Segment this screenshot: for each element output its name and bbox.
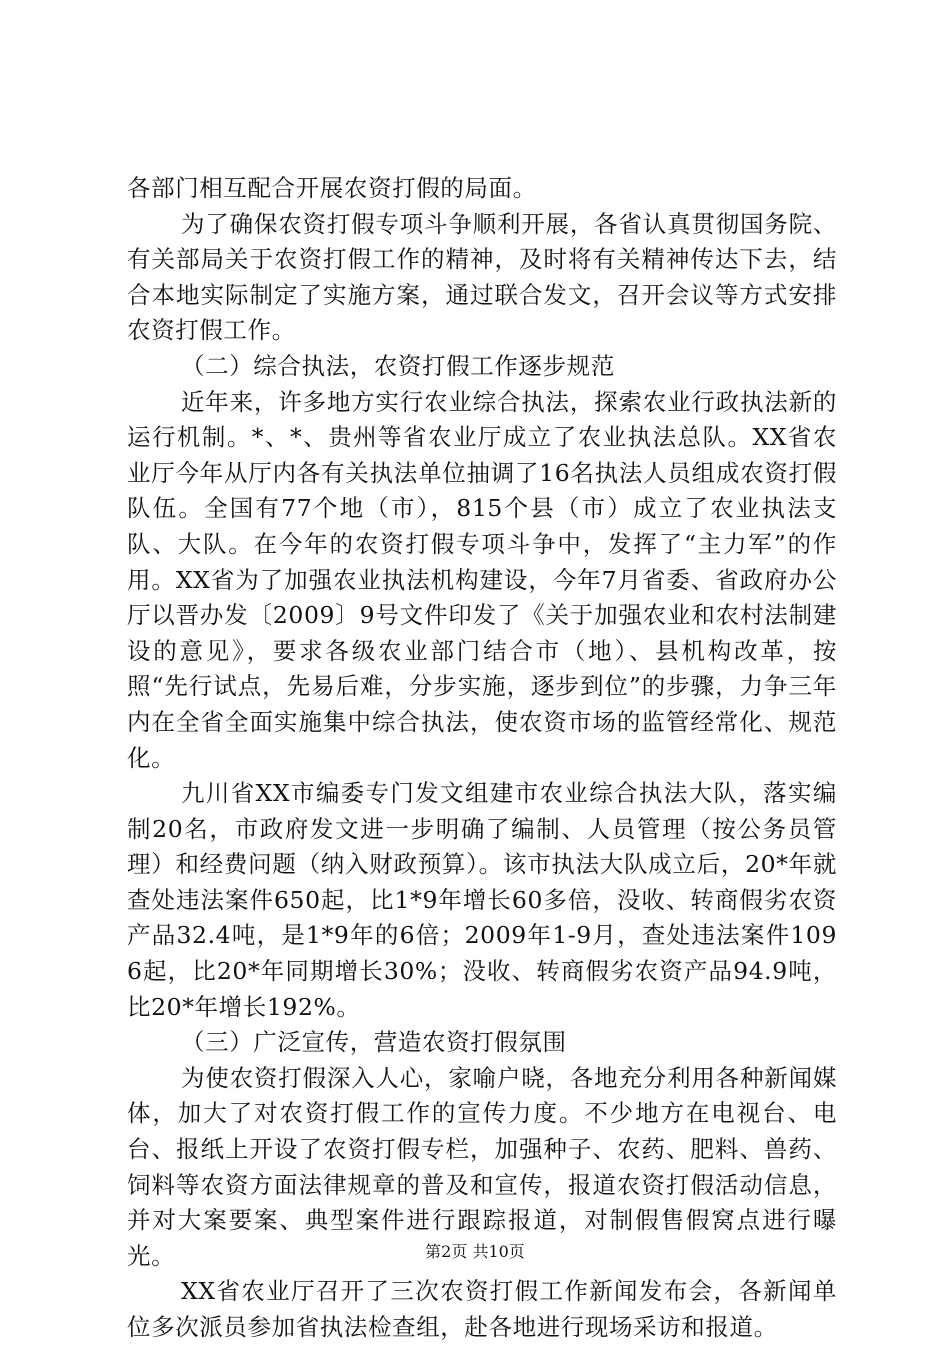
paragraph-implementation: 为了确保农资打假专项斗争顺利开展，各省认真贯彻国务院、有关部局关于农资打假工作的精神，及时将有关精神传达下去，结合本地实际制定了实施方案，通过联合发文，召开会议等方式安排农资打假工作。 (127, 209, 837, 345)
paragraph-press-conference: XX省农业厅召开了三次农资打假工作新闻发布会，各新闻单位多次派员参加省执法检查组，赴各地进行现场采访和报道。 (127, 1277, 837, 1341)
document-body (127, 171, 837, 1346)
section-heading-3: （三）广泛宣传，营造农资打假氛围 (181, 1028, 567, 1057)
page-footer (0, 1239, 950, 1262)
page-number-label: 第2页 共10页 (425, 1242, 525, 1261)
paragraph-publicity: 为使农资打假深入人心，家喻户晓，各地充分利用各种新闻媒体，加大了对农资打假工作的宣传力度。不少地方在电视台、电台、报纸上开设了农资打假专栏，加强种子、农药、肥料、兽药、饲料等农资方面法律规章的普及和宣传，报道农资打假活动信息，并对大案要案、典型案件进行跟踪报道，对制假售假窝点进行曝光。 (127, 1063, 837, 1270)
paragraph-city-enforcement: 九川省XX市编委专门发文组建市农业综合执法大队，落实编制20名，市政府发文进一步明确了编制、人员管理（按公务员管理）和经费问题（纳入财政预算）。该市执法大队成立后，20*年就查处违法案件650起，比1*9年增长60多倍，没收、转商假劣农资产品32.4吨，是1*9年的6倍；2009年1-9月，查处违法案件1096起，比20*年同期增长30%；没收、转商假劣农资产品94.9吨，比20*年增长192%。 (127, 779, 837, 1021)
paragraph-continuation: 各部门相互配合开展农资打假的局面。 (127, 174, 537, 202)
section-heading-2: （二）综合执法，农资打假工作逐步规范 (181, 351, 615, 380)
paragraph-comprehensive-enforcement: 近年来，许多地方实行农业综合执法，探索农业行政执法新的运行机制。*、*、贵州等省农业厅成立了农业执法总队。XX省农业厅今年从厅内各有关执法单位抽调了16名执法人员组成农资打假队伍。全国有77个地（市），815个县（市）成立了农业执法支队、大队。在今年的农资打假专项斗争中，发挥了“主力军”的作用。XX省为了加强农业执法机构建设，今年7月省委、省政府办公厅以晋办发〔2009〕9号文件印发了《关于加强农业和农村法制建设的意见》，要求各级农业部门结合市（地）、县机构改革，按照“先行试点，先易后难，分步实施，逐步到位”的步骤，力争三年内在全省全面实施集中综合执法，使农资市场的监管经常化、规范化。 (127, 387, 837, 772)
